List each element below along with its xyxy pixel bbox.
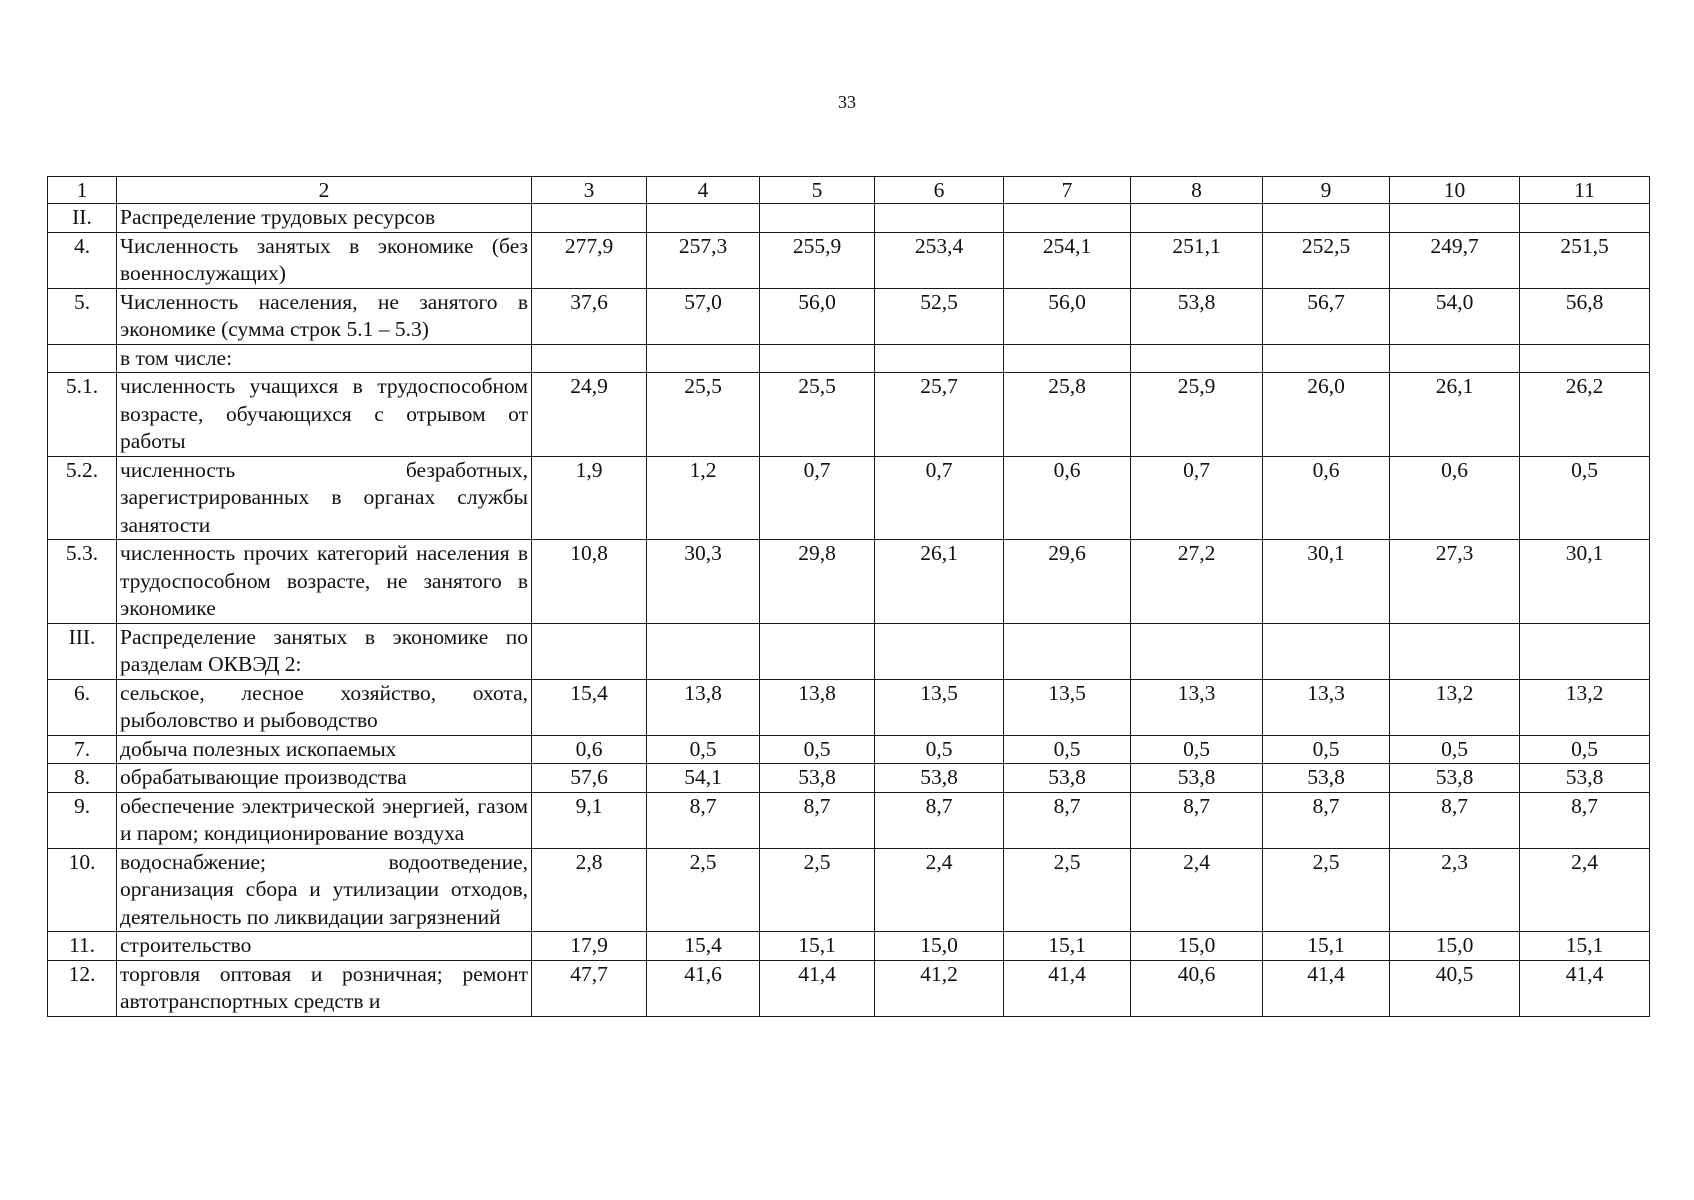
value-cell: 25,8: [1004, 373, 1131, 457]
value-cell: 41,4: [1263, 960, 1390, 1016]
row-description: Распределение трудовых ресурсов: [117, 204, 532, 233]
value-cell: 1,2: [647, 456, 760, 540]
row-description: Численность занятых в экономике (без военнослужащих): [117, 232, 532, 288]
value-cell: [532, 344, 647, 373]
value-cell: 52,5: [875, 288, 1004, 344]
value-cell: 29,8: [760, 540, 875, 624]
value-cell: [1263, 344, 1390, 373]
row-description: строительство: [117, 932, 532, 961]
table-row: [48, 735, 1650, 764]
value-cell: [1004, 623, 1131, 679]
value-cell: 25,9: [1131, 373, 1263, 457]
value-cell: 15,1: [760, 932, 875, 961]
value-cell: [647, 623, 760, 679]
value-cell: 26,0: [1263, 373, 1390, 457]
value-cell: 8,7: [760, 792, 875, 848]
value-cell: 8,7: [1004, 792, 1131, 848]
value-cell: 0,5: [760, 735, 875, 764]
header-cell: 2: [117, 177, 532, 204]
value-cell: [1520, 204, 1650, 233]
value-cell: 41,4: [1004, 960, 1131, 1016]
value-cell: 2,5: [647, 848, 760, 932]
value-cell: 53,8: [1520, 764, 1650, 793]
value-cell: 0,5: [1004, 735, 1131, 764]
value-cell: 0,5: [1520, 735, 1650, 764]
value-cell: 15,1: [1004, 932, 1131, 961]
row-number: [48, 344, 117, 373]
value-cell: 8,7: [1263, 792, 1390, 848]
value-cell: [1131, 623, 1263, 679]
value-cell: 30,1: [1263, 540, 1390, 624]
value-cell: 40,5: [1390, 960, 1520, 1016]
value-cell: 13,5: [875, 679, 1004, 735]
value-cell: 56,8: [1520, 288, 1650, 344]
value-cell: [875, 204, 1004, 233]
table-row: [48, 848, 1650, 932]
value-cell: 26,1: [875, 540, 1004, 624]
page-number: 33: [838, 92, 856, 112]
value-cell: [647, 344, 760, 373]
value-cell: 57,0: [647, 288, 760, 344]
value-cell: 27,2: [1131, 540, 1263, 624]
row-description: Численность населения, не занятого в экономике (сумма строк 5.1 – 5.3): [117, 288, 532, 344]
table-row: [48, 679, 1650, 735]
value-cell: 255,9: [760, 232, 875, 288]
value-cell: 53,8: [1131, 764, 1263, 793]
row-number: 5.3.: [48, 540, 117, 624]
value-cell: 53,8: [1263, 764, 1390, 793]
value-cell: 1,9: [532, 456, 647, 540]
value-cell: 0,5: [1131, 735, 1263, 764]
row-number: III.: [48, 623, 117, 679]
value-cell: 13,5: [1004, 679, 1131, 735]
value-cell: 0,7: [875, 456, 1004, 540]
value-cell: [760, 344, 875, 373]
value-cell: 251,1: [1131, 232, 1263, 288]
value-cell: 253,4: [875, 232, 1004, 288]
value-cell: 15,1: [1520, 932, 1650, 961]
row-description: численность безработных, зарегистрированных в органах службы занятости: [117, 456, 532, 540]
value-cell: 53,8: [1390, 764, 1520, 793]
value-cell: [1131, 204, 1263, 233]
header-cell: 5: [760, 177, 875, 204]
row-number: 8.: [48, 764, 117, 793]
row-number: 4.: [48, 232, 117, 288]
value-cell: 53,8: [1131, 288, 1263, 344]
table-row: [48, 540, 1650, 624]
value-cell: 0,5: [1263, 735, 1390, 764]
value-cell: [1131, 344, 1263, 373]
value-cell: [1004, 344, 1131, 373]
value-cell: 17,9: [532, 932, 647, 961]
value-cell: 53,8: [1004, 764, 1131, 793]
value-cell: 54,0: [1390, 288, 1520, 344]
value-cell: 10,8: [532, 540, 647, 624]
value-cell: 2,4: [1131, 848, 1263, 932]
value-cell: 277,9: [532, 232, 647, 288]
value-cell: 30,1: [1520, 540, 1650, 624]
value-cell: 41,6: [647, 960, 760, 1016]
value-cell: 25,5: [760, 373, 875, 457]
value-cell: 2,5: [1004, 848, 1131, 932]
value-cell: 2,4: [1520, 848, 1650, 932]
table-row: [48, 456, 1650, 540]
value-cell: 57,6: [532, 764, 647, 793]
value-cell: 8,7: [1520, 792, 1650, 848]
row-number: 5.1.: [48, 373, 117, 457]
value-cell: 27,3: [1390, 540, 1520, 624]
row-number: 5.2.: [48, 456, 117, 540]
row-number: 6.: [48, 679, 117, 735]
value-cell: 29,6: [1004, 540, 1131, 624]
value-cell: 56,0: [1004, 288, 1131, 344]
value-cell: 9,1: [532, 792, 647, 848]
value-cell: 13,8: [760, 679, 875, 735]
value-cell: 40,6: [1131, 960, 1263, 1016]
value-cell: 47,7: [532, 960, 647, 1016]
table-row: [48, 960, 1650, 1016]
value-cell: 13,3: [1131, 679, 1263, 735]
header-cell: 9: [1263, 177, 1390, 204]
value-cell: 252,5: [1263, 232, 1390, 288]
row-description: обрабатывающие производства: [117, 764, 532, 793]
value-cell: [532, 623, 647, 679]
row-number: 12.: [48, 960, 117, 1016]
header-cell: 11: [1520, 177, 1650, 204]
value-cell: 249,7: [1390, 232, 1520, 288]
header-row: [48, 177, 1650, 204]
value-cell: 15,0: [1131, 932, 1263, 961]
row-number: 7.: [48, 735, 117, 764]
row-number: II.: [48, 204, 117, 233]
header-cell: 8: [1131, 177, 1263, 204]
value-cell: 13,8: [647, 679, 760, 735]
value-cell: [1390, 204, 1520, 233]
value-cell: 56,7: [1263, 288, 1390, 344]
value-cell: 56,0: [760, 288, 875, 344]
value-cell: 37,6: [532, 288, 647, 344]
table-row: [48, 932, 1650, 961]
header-cell: 6: [875, 177, 1004, 204]
value-cell: 24,9: [532, 373, 647, 457]
value-cell: 0,6: [1004, 456, 1131, 540]
value-cell: 8,7: [647, 792, 760, 848]
value-cell: 13,2: [1520, 679, 1650, 735]
value-cell: 25,5: [647, 373, 760, 457]
row-description: добыча полезных ископаемых: [117, 735, 532, 764]
value-cell: 15,4: [647, 932, 760, 961]
value-cell: 8,7: [875, 792, 1004, 848]
value-cell: 0,6: [1263, 456, 1390, 540]
header-cell: 7: [1004, 177, 1131, 204]
value-cell: 54,1: [647, 764, 760, 793]
value-cell: 0,6: [532, 735, 647, 764]
value-cell: 251,5: [1520, 232, 1650, 288]
value-cell: 41,4: [1520, 960, 1650, 1016]
value-cell: 53,8: [875, 764, 1004, 793]
value-cell: [875, 344, 1004, 373]
value-cell: 2,8: [532, 848, 647, 932]
value-cell: [1004, 204, 1131, 233]
table-row: [48, 288, 1650, 344]
value-cell: 0,5: [1390, 735, 1520, 764]
value-cell: 0,7: [1131, 456, 1263, 540]
row-number: 9.: [48, 792, 117, 848]
value-cell: 2,4: [875, 848, 1004, 932]
value-cell: 2,3: [1390, 848, 1520, 932]
value-cell: [1390, 344, 1520, 373]
header-cell: 3: [532, 177, 647, 204]
row-number: 10.: [48, 848, 117, 932]
table-row: [48, 344, 1650, 373]
value-cell: 15,0: [1390, 932, 1520, 961]
row-description: в том числе:: [117, 344, 532, 373]
value-cell: [1520, 623, 1650, 679]
value-cell: 0,5: [647, 735, 760, 764]
value-cell: [647, 204, 760, 233]
row-number: 5.: [48, 288, 117, 344]
value-cell: 26,2: [1520, 373, 1650, 457]
header-cell: 10: [1390, 177, 1520, 204]
value-cell: 15,0: [875, 932, 1004, 961]
value-cell: 41,2: [875, 960, 1004, 1016]
data-table: [47, 176, 1650, 1017]
table-row: [48, 204, 1650, 233]
row-description: торговля оптовая и розничная; ремонт автотранспортных средств и: [117, 960, 532, 1016]
row-description: численность прочих категорий населения в трудоспособном возрасте, не занятого в экономике: [117, 540, 532, 624]
value-cell: 15,4: [532, 679, 647, 735]
value-cell: 257,3: [647, 232, 760, 288]
value-cell: [1263, 623, 1390, 679]
row-number: 11.: [48, 932, 117, 961]
value-cell: [1263, 204, 1390, 233]
row-description: обеспечение электрической энергией, газом и паром; кондиционирование воздуха: [117, 792, 532, 848]
table-row: [48, 764, 1650, 793]
value-cell: [760, 204, 875, 233]
value-cell: [875, 623, 1004, 679]
value-cell: 0,6: [1390, 456, 1520, 540]
value-cell: [760, 623, 875, 679]
value-cell: 25,7: [875, 373, 1004, 457]
header-cell: 1: [48, 177, 117, 204]
row-description: водоснабжение; водоотведение, организация сбора и утилизации отходов, деятельность по ликвидации загрязнений: [117, 848, 532, 932]
value-cell: 8,7: [1390, 792, 1520, 848]
value-cell: 8,7: [1131, 792, 1263, 848]
value-cell: 41,4: [760, 960, 875, 1016]
table-row: [48, 792, 1650, 848]
table-row: [48, 373, 1650, 457]
value-cell: [532, 204, 647, 233]
value-cell: 13,3: [1263, 679, 1390, 735]
row-description: численность учащихся в трудоспособном возрасте, обучающихся с отрывом от работы: [117, 373, 532, 457]
table-row: [48, 623, 1650, 679]
row-description: сельское, лесное хозяйство, охота, рыболовство и рыбоводство: [117, 679, 532, 735]
value-cell: [1520, 344, 1650, 373]
row-description: Распределение занятых в экономике по разделам ОКВЭД 2:: [117, 623, 532, 679]
value-cell: 13,2: [1390, 679, 1520, 735]
header-cell: 4: [647, 177, 760, 204]
value-cell: 53,8: [760, 764, 875, 793]
value-cell: 26,1: [1390, 373, 1520, 457]
value-cell: 30,3: [647, 540, 760, 624]
table-row: [48, 232, 1650, 288]
value-cell: 254,1: [1004, 232, 1131, 288]
value-cell: 0,5: [1520, 456, 1650, 540]
value-cell: 0,5: [875, 735, 1004, 764]
value-cell: 2,5: [760, 848, 875, 932]
value-cell: [1390, 623, 1520, 679]
value-cell: 2,5: [1263, 848, 1390, 932]
value-cell: 15,1: [1263, 932, 1390, 961]
value-cell: 0,7: [760, 456, 875, 540]
